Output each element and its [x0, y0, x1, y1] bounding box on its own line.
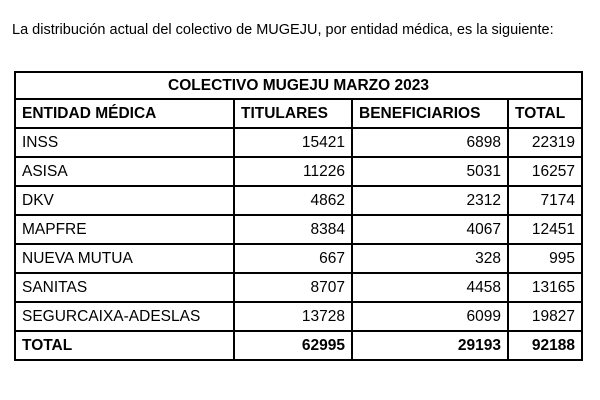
mugeju-distribution-table	[14, 71, 583, 361]
table-row	[15, 273, 582, 302]
table-row	[15, 128, 582, 157]
entity-name: MAPFRE	[15, 215, 234, 244]
beneficiarios-value: 5031	[352, 157, 508, 186]
entity-name: NUEVA MUTUA	[15, 244, 234, 273]
total-titulares: 62995	[234, 331, 352, 360]
titulares-value: 13728	[234, 302, 352, 331]
entity-name: SANITAS	[15, 273, 234, 302]
total-value: 7174	[508, 186, 582, 215]
entity-name: SEGURCAIXA-ADESLAS	[15, 302, 234, 331]
beneficiarios-value: 6898	[352, 128, 508, 157]
beneficiarios-value: 4067	[352, 215, 508, 244]
table-row	[15, 157, 582, 186]
beneficiarios-value: 328	[352, 244, 508, 273]
total-label: TOTAL	[15, 331, 234, 360]
table-title-row	[15, 72, 582, 99]
entity-name: ASISA	[15, 157, 234, 186]
header-total: TOTAL	[508, 99, 582, 128]
table-row	[15, 186, 582, 215]
entity-name: INSS	[15, 128, 234, 157]
total-value: 22319	[508, 128, 582, 157]
header-beneficiarios: BENEFICIARIOS	[352, 99, 508, 128]
beneficiarios-value: 4458	[352, 273, 508, 302]
table-total-row	[15, 331, 582, 360]
total-value: 16257	[508, 157, 582, 186]
titulares-value: 15421	[234, 128, 352, 157]
header-titulares: TITULARES	[234, 99, 352, 128]
titulares-value: 667	[234, 244, 352, 273]
total-value: 19827	[508, 302, 582, 331]
beneficiarios-value: 6099	[352, 302, 508, 331]
entity-name: DKV	[15, 186, 234, 215]
table-title: COLECTIVO MUGEJU MARZO 2023	[15, 72, 582, 99]
intro-paragraph: La distribución actual del colectivo de MUGEJU, por entidad médica, es la siguiente:	[12, 22, 554, 38]
titulares-value: 8384	[234, 215, 352, 244]
total-value: 13165	[508, 273, 582, 302]
titulares-value: 11226	[234, 157, 352, 186]
titulares-value: 8707	[234, 273, 352, 302]
total-grand: 92188	[508, 331, 582, 360]
header-entidad: ENTIDAD MÉDICA	[15, 99, 234, 128]
table-row	[15, 302, 582, 331]
beneficiarios-value: 2312	[352, 186, 508, 215]
titulares-value: 4862	[234, 186, 352, 215]
total-value: 12451	[508, 215, 582, 244]
table-row	[15, 215, 582, 244]
table-header-row	[15, 99, 582, 128]
total-value: 995	[508, 244, 582, 273]
table-row	[15, 244, 582, 273]
total-beneficiarios: 29193	[352, 331, 508, 360]
